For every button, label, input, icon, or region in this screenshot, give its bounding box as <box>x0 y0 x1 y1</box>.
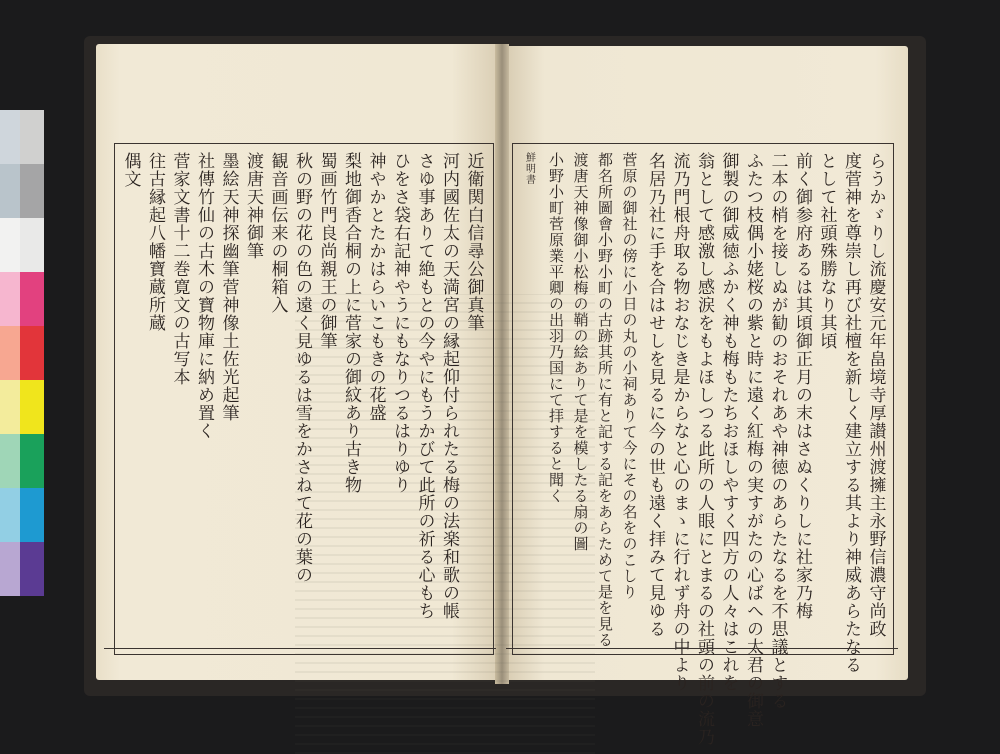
text-column: 鮮明書 <box>523 152 535 185</box>
color-swatch <box>20 434 44 488</box>
text-column: 都名所圖會小野小町の古跡其所に有と記する記をあらためて是を見る <box>596 152 614 648</box>
color-swatch <box>20 542 44 596</box>
text-column: 近衛関白信尋公御真筆 <box>463 152 484 332</box>
text-column: として社頭殊勝なり其頃 <box>816 152 837 350</box>
text-column: 名居乃社に手を合はせしを見るに今の世も遠く拝みて見ゆる <box>645 152 665 638</box>
color-swatch <box>0 488 20 542</box>
text-column: 翁として感激し感涙をもよほしつる此所の人眼にとまるの社頭の前の流乃 <box>694 152 714 746</box>
color-swatch <box>0 164 20 218</box>
right-page-bottom-rule <box>506 648 898 649</box>
color-swatch <box>0 380 20 434</box>
color-swatch <box>20 164 44 218</box>
color-calibration-strip <box>0 110 44 600</box>
left-page-bottom-rule <box>104 648 496 649</box>
text-column: 観音画伝来の桐箱入 <box>267 152 288 314</box>
color-swatch <box>0 434 20 488</box>
color-swatch <box>0 272 20 326</box>
text-column: 渡唐天神御筆 <box>243 152 263 260</box>
text-column: 往古縁起八幡寶蔵所蔵 <box>145 152 165 332</box>
text-column: 前く御参府あるは其頃御正月の末はさぬくりしに社家乃梅 <box>792 152 812 620</box>
text-column: らうかゞりし流慶安元年畠境寺厚讃州渡擁主永野信濃守尚政 <box>865 152 886 638</box>
text-column: 神やかとたかはらいこもきの花盛 <box>365 152 386 422</box>
text-column: 蜀画竹門良尚親王の御筆 <box>316 152 337 350</box>
color-swatch <box>20 326 44 380</box>
text-column: 小野小町菅原業平卿の出羽乃国にて拝すると聞く <box>547 152 565 504</box>
color-swatch <box>20 272 44 326</box>
text-column: ひをさ袋右記神やうにもなりつるはりゆり <box>390 152 410 494</box>
left-page-text-frame <box>114 143 494 655</box>
text-column: 社傳竹仙の古木の寶物庫に納め置く <box>194 152 214 440</box>
color-swatch <box>20 218 44 272</box>
text-column: 流乃門根舟取る物おなじき是からなと心のまゝに行れず舟の中より <box>669 152 690 692</box>
color-swatch <box>20 488 44 542</box>
text-column: 梨地御香合桐の上に菅家の御紋あり古き物 <box>341 152 361 494</box>
text-column: 秋の野の花の色の遠く見ゆるは雪をかさねて花の葉の <box>292 152 312 584</box>
text-column: 墨絵天神探幽筆菅神像土佐光起筆 <box>218 152 239 422</box>
color-swatch <box>0 326 20 380</box>
text-column: 菅原の御社の傍に小日の丸の小祠ありて今にその名をのこしり <box>620 152 639 600</box>
color-swatch <box>0 110 20 164</box>
text-column: 度菅神を尊崇し再び社檀を新しく建立する其より神威あらたなる <box>841 152 861 674</box>
text-column: 二本の梢を接しぬが勧のおそれあや神徳のあらたなるを不思議とする <box>767 152 788 710</box>
text-column: さゆ事ありて絶もとの今やにもうかびて此所の祈る心もち <box>414 152 435 620</box>
right-page-text-frame <box>512 143 894 746</box>
color-swatch <box>20 380 44 434</box>
text-column: 河内國佐太の天満宮の縁起仰付られたる梅の法楽和歌の帳 <box>439 152 459 620</box>
text-column: ふたつ枝偶小姥桜の紫と時に遠く紅梅の実すがたの心ばへの太君の御意 <box>743 152 763 728</box>
text-column: 御製の御威徳ふかく神も梅もたちおほしやすく四方の人々はこれを <box>718 152 739 692</box>
color-swatch <box>0 542 20 596</box>
text-column: 偶文 <box>120 152 141 188</box>
color-swatch <box>0 218 20 272</box>
text-column: 菅家文書十二巻寛文の古写本 <box>169 152 190 386</box>
color-swatch <box>20 110 44 164</box>
text-column: 渡唐天神像御小松梅の鞘の絵ありて是を模したる扇の圖 <box>571 152 590 552</box>
